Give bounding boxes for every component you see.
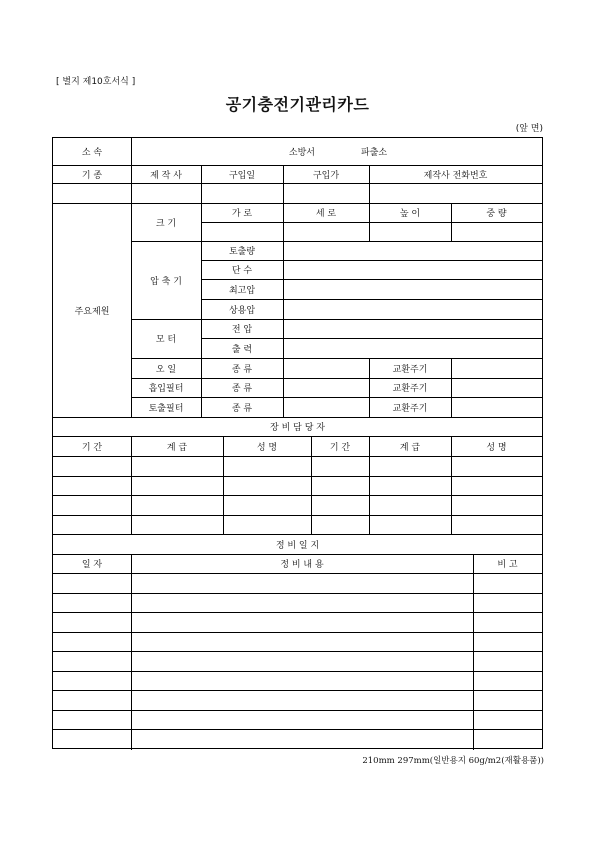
discharge-filter-label: 토출필터 xyxy=(148,403,184,414)
discharge-volume-label: 토출량 xyxy=(228,247,256,257)
model-label: 기 종 xyxy=(81,170,103,181)
discharge-filter-type-label: 종 류 xyxy=(231,403,253,414)
size-label: 크 기 xyxy=(155,218,177,229)
page-title: 공기충전기관리카드 xyxy=(225,95,370,114)
affiliation-label: 소 속 xyxy=(81,148,103,158)
intake-filter-type-label: 종 류 xyxy=(231,384,253,394)
staff-period-label-2: 기 간 xyxy=(329,442,351,453)
weight-label: 중 량 xyxy=(486,209,507,219)
log-content-label: 정 비 내 용 xyxy=(280,560,324,570)
intake-filter-label: 흡입필터 xyxy=(148,384,184,394)
intake-filter-cycle-label: 교환주기 xyxy=(392,384,428,394)
height-label: 높 이 xyxy=(399,209,421,219)
substation-label: 파출소 xyxy=(361,148,388,158)
motor-label: 모 터 xyxy=(155,335,177,345)
purchase-date-label: 구입일 xyxy=(228,170,256,181)
max-pressure-label: 최고압 xyxy=(228,285,256,296)
management-card-form xyxy=(52,137,543,749)
working-pressure-label: 상용압 xyxy=(228,305,256,316)
manufacturer-label: 제 작 사 xyxy=(150,170,182,181)
log-date-label: 일 자 xyxy=(81,560,103,570)
log-remarks-label: 비 고 xyxy=(497,560,518,570)
width-label: 가 로 xyxy=(231,209,253,219)
paper-spec-footer: 210mm 297mm(일반용지 60g/m2(재활용품)) xyxy=(362,756,544,766)
oil-type-label: 종 류 xyxy=(231,364,253,375)
staff-period-label-1: 기 간 xyxy=(81,442,103,453)
voltage-label: 전 압 xyxy=(231,325,253,335)
length-label: 세 로 xyxy=(315,209,337,219)
staff-section-title: 장 비 담 당 자 xyxy=(270,423,325,433)
discharge-filter-cycle-label: 교환주기 xyxy=(392,403,428,414)
staff-name-label-1: 성 명 xyxy=(256,442,278,453)
fire-station-label: 소방서 xyxy=(288,148,315,158)
output-label: 출 력 xyxy=(231,344,253,355)
compressor-label: 압 축 기 xyxy=(150,276,182,287)
staff-rank-label-2: 계 급 xyxy=(399,442,421,453)
log-section-title: 정 비 일 지 xyxy=(275,540,320,551)
purchase-price-label: 구입가 xyxy=(312,170,340,181)
staff-rank-label-1: 계 급 xyxy=(166,442,188,453)
staff-name-label-2: 성 명 xyxy=(486,442,507,453)
oil-cycle-label: 교환주기 xyxy=(392,364,428,375)
form-number: [ 별지 제10호서식 ] xyxy=(56,77,136,87)
oil-label: 오 일 xyxy=(155,364,177,375)
page-side-label: (앞 면) xyxy=(515,124,543,134)
stages-label: 단 수 xyxy=(231,266,253,276)
manufacturer-phone-label: 제작사 전화번호 xyxy=(423,170,488,181)
main-specs-label: 주요제원 xyxy=(74,306,110,317)
